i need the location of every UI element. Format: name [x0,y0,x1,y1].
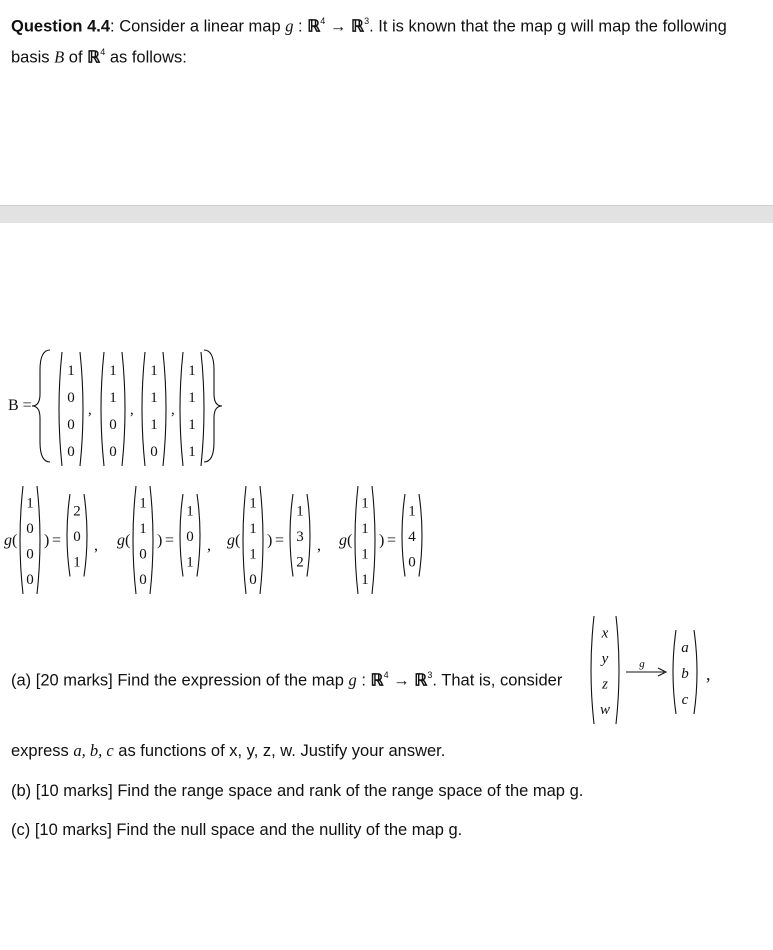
output-vector [180,494,200,577]
paren-left [20,486,23,594]
vector-entry: 0 [249,572,257,588]
part-a-express: express a, b, c as functions of x, y, z, w. Justify your answer. [11,741,446,760]
equals: = [165,532,175,549]
paren: ) [379,532,385,549]
comma: , [207,537,211,554]
mapping-equations [4,486,422,594]
paren: ) [44,532,50,549]
equals: = [387,532,397,549]
paren-left [180,352,183,466]
basis-vector [142,352,166,466]
paren-left [142,352,145,466]
part-b: (b) [10 marks] Find the range space and rank of the range space of the map g. [11,782,584,800]
vector-entry: 1 [139,495,147,512]
vector-entry: 1 [186,503,194,520]
vector-entry: 0 [67,444,75,460]
vector-entry: 1 [188,417,196,433]
vector-entry: 1 [109,390,117,406]
vector-entry: y [601,651,609,667]
vector-entry: c [681,692,689,708]
paren: ( [235,532,241,549]
vector-entry: 1 [73,554,81,571]
vector-entry: 1 [150,363,158,379]
g-symbol: g [339,532,347,549]
vector-entry: 1 [26,495,34,512]
basis-set [8,350,222,466]
vector-entry: 1 [361,546,369,563]
paren: ( [125,532,131,549]
paren-right [372,486,375,594]
comma: , [171,402,175,418]
vector-entry: 1 [150,390,158,406]
question-label: Question 4.4 [11,17,111,36]
g-symbol: g [227,532,235,549]
paren-right [197,494,200,577]
vector-entry: 1 [361,495,369,512]
paren: ) [157,532,163,549]
basis-vector [101,352,125,466]
vector-entry: 1 [188,444,196,460]
vector-entry: 1 [249,495,257,512]
comma: , [88,402,92,418]
vector-entry: a [681,640,689,656]
vector-entry: 0 [73,529,81,545]
trailing-comma: , [706,664,711,684]
vector-entry: 0 [139,572,147,588]
brace-left [32,350,50,462]
output-vector [402,494,422,577]
vector-entry: 1 [249,546,257,563]
page-divider [0,205,773,223]
output-vector [290,494,310,577]
vector-entry: 1 [188,390,196,406]
vector-entry: 1 [109,363,117,379]
vector-entry: 1 [67,363,75,379]
vector-entry: 4 [408,529,416,545]
paren-right [122,352,125,466]
domain-vector [591,616,619,724]
question-line-2: basis B of ℝ$^4$ as follows: [11,47,187,67]
equals: = [275,532,285,549]
vector-entry: 0 [26,546,34,563]
vector-entry: 1 [188,363,196,379]
paren-right [84,494,87,577]
vector-entry: 3 [296,529,304,545]
paren-right [150,486,153,594]
input-vector [133,486,153,594]
vector-entry: 0 [26,521,34,537]
part-a-map-diagram [580,612,773,732]
vector-entry: 1 [296,503,304,520]
paren-left [591,616,594,724]
input-vector [243,486,263,594]
paren-right [201,352,204,466]
vector-entry: 1 [139,521,147,537]
part-a-line: (a) [20 marks] Find the expression of the map g : ℝ$^4$ → ℝ$^3$. That is, consider [11,670,563,690]
vector-entry: x [601,625,609,642]
vector-entry: 2 [73,503,81,520]
vector-entry: w [599,702,611,718]
paren-left [290,494,293,577]
vector-entry: 0 [109,417,117,433]
paren-right [37,486,40,594]
vector-entry: 2 [296,554,304,571]
paren-right [307,494,310,577]
comma: , [94,537,98,554]
paren-left [355,486,358,594]
vector-entry: 0 [67,390,75,406]
output-vector [67,494,87,577]
paren-right [80,352,83,466]
brace-right [204,350,222,462]
paren-left [180,494,183,577]
paren-left [243,486,246,594]
codomain-vector [673,630,697,714]
vector-entry: 1 [186,554,194,571]
paren: ) [267,532,273,549]
paren-right [163,352,166,466]
paren-right [419,494,422,577]
g-symbol: g [4,532,12,549]
comma: , [317,537,321,554]
paren: ( [12,532,18,549]
basis-vector [59,352,83,466]
vector-entry: 0 [186,529,194,545]
paren-right [260,486,263,594]
paren-left [402,494,405,577]
vector-entry: 1 [150,417,158,433]
vector-entry: 1 [361,572,369,588]
vector-entry: z [602,676,608,693]
g-symbol: g [117,532,125,549]
question-line-1: Question 4.4: Consider a linear map g : ℝ$^4$ → ℝ$^3$. It is known that the map g will map the following [11,16,727,36]
vector-entry: 0 [109,444,117,460]
vector-entry: 1 [361,521,369,537]
paren-left [133,486,136,594]
vector-entry: b [681,666,689,682]
vector-entry: 0 [408,554,416,571]
basis-label: B = [8,397,32,414]
paren-left [59,352,62,466]
basis-vector [180,352,204,466]
vector-entry: 0 [150,444,158,460]
map-label: g [639,658,645,670]
vector-entry: 1 [249,521,257,537]
paren-right [616,616,619,724]
paren: ( [347,532,353,549]
input-vector [355,486,375,594]
input-vector [20,486,40,594]
paren-right [694,630,697,714]
paren-left [673,630,676,714]
part-c: (c) [10 marks] Find the null space and the nullity of the map g. [11,821,463,839]
vector-entry: 1 [408,503,416,520]
vector-entry: 0 [67,417,75,433]
paren-left [67,494,70,577]
vector-entry: 0 [26,572,34,588]
vector-entry: 0 [139,546,147,563]
comma: , [130,402,134,418]
paren-left [101,352,104,466]
equals: = [52,532,62,549]
